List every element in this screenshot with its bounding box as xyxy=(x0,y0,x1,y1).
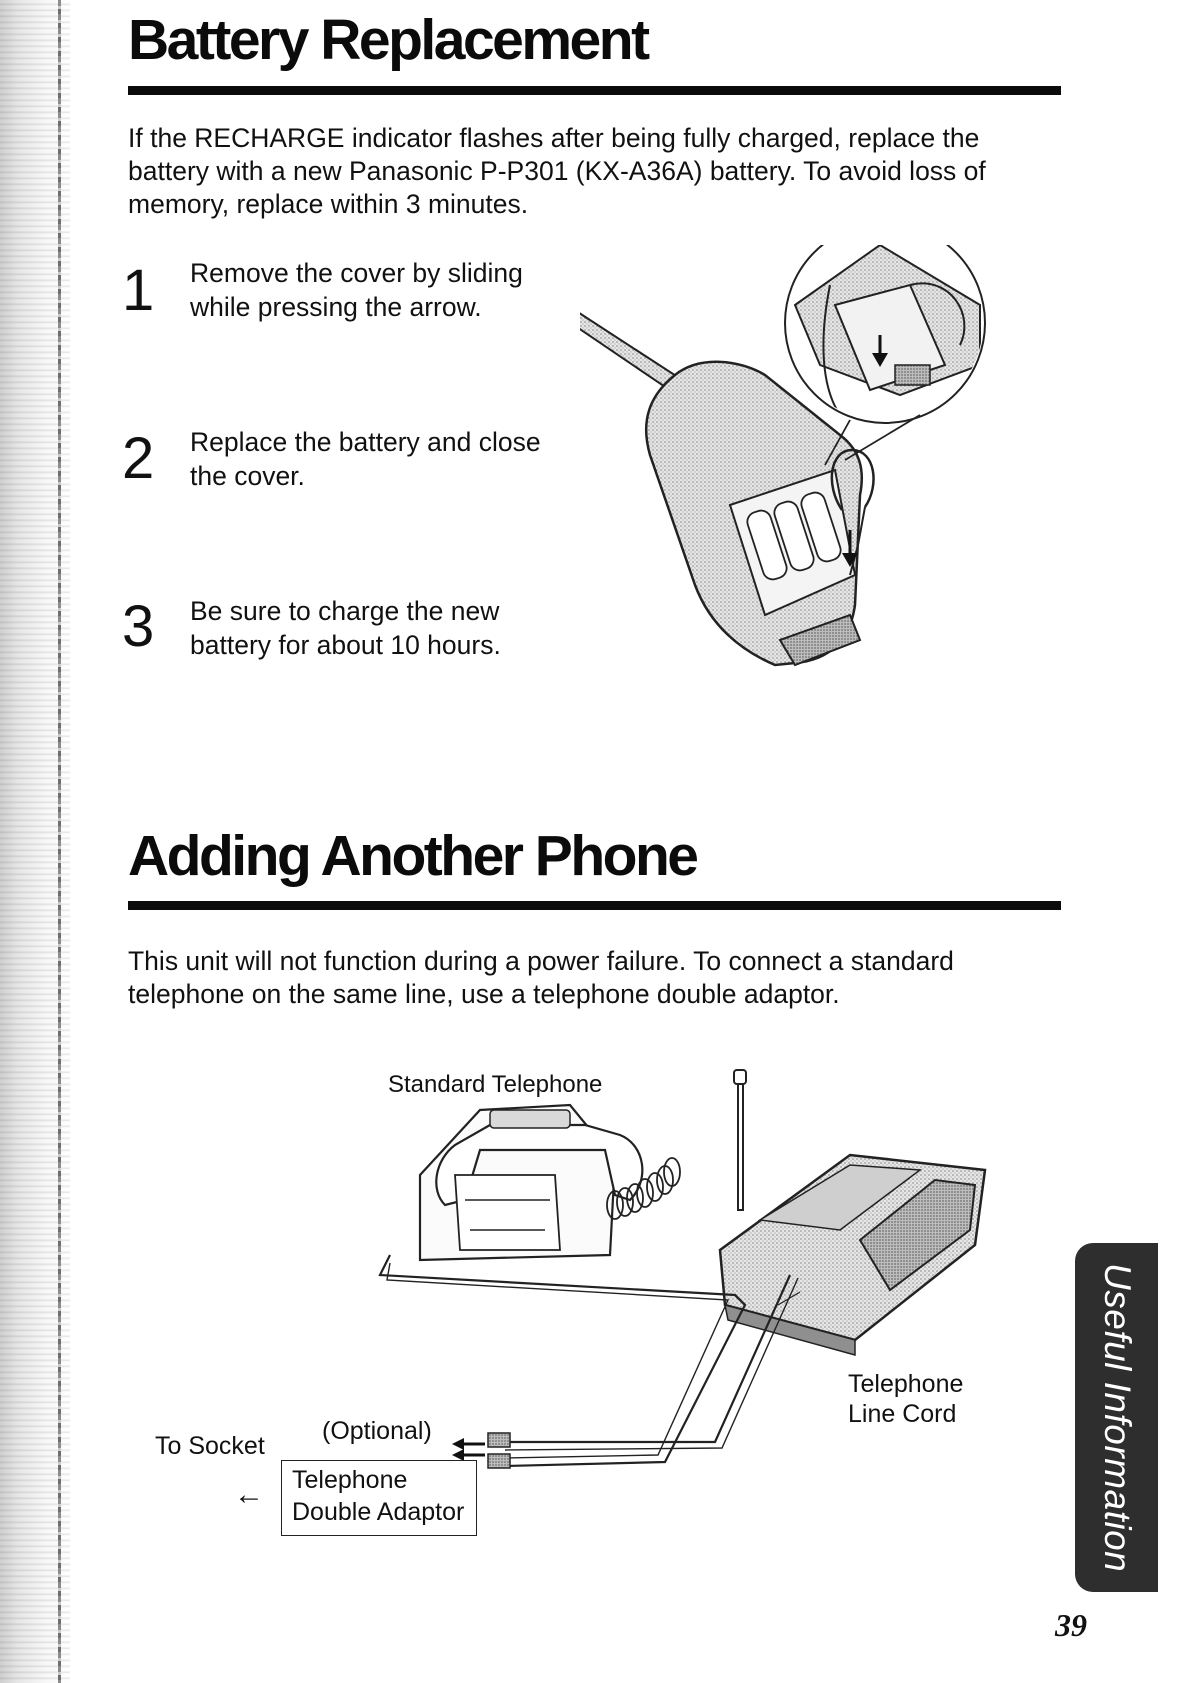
arrow-left-icon: ← xyxy=(234,1478,264,1511)
step-text-1 xyxy=(190,256,523,324)
step-text-2 xyxy=(190,425,541,493)
battery-intro-line: memory, replace within 3 minutes. xyxy=(128,189,529,219)
battery-intro xyxy=(128,122,986,221)
step-number-3: 3 xyxy=(122,594,155,659)
step-text-3 xyxy=(190,594,501,662)
battery-replacement-heading: Battery Replacement xyxy=(128,8,648,72)
page-number: 39 xyxy=(1055,1607,1087,1643)
optional-label: (Optional) xyxy=(322,1417,432,1445)
handset-battery-illustration xyxy=(580,245,1050,705)
step-number-2: 2 xyxy=(122,426,155,491)
step-number-1: 1 xyxy=(122,258,155,323)
adding-heading-rule xyxy=(128,901,1061,910)
adaptor-line: Telephone xyxy=(292,1466,408,1494)
step-3-line: battery for about 10 hours. xyxy=(190,630,501,660)
adding-intro-line: This unit will not function during a power failure. To connect a standard xyxy=(128,946,954,976)
side-tab-label: Useful Information xyxy=(1097,1263,1138,1573)
line-cord-line: Telephone xyxy=(848,1370,964,1398)
binding-stitch-line xyxy=(58,0,61,1683)
step-2-line: the cover. xyxy=(190,461,305,491)
adding-phone-heading: Adding Another Phone xyxy=(128,824,697,888)
battery-intro-line: If the RECHARGE indicator flashes after being fully charged, replace the xyxy=(128,123,980,153)
to-socket-label: To Socket xyxy=(155,1432,265,1460)
adaptor-line: Double Adaptor xyxy=(292,1498,465,1526)
step-2-line: Replace the battery and close xyxy=(190,427,541,457)
adding-intro-line: telephone on the same line, use a telephone double adaptor. xyxy=(128,979,840,1009)
adding-intro xyxy=(128,945,954,1011)
telephone-double-adaptor-box xyxy=(281,1460,477,1536)
standard-telephone-illustration xyxy=(420,1105,680,1260)
step-3-line: Be sure to charge the new xyxy=(190,596,500,626)
line-cord-line: Line Cord xyxy=(848,1400,957,1428)
step-1-line: while pressing the arrow. xyxy=(190,292,482,322)
cordless-base-illustration xyxy=(720,1070,985,1355)
standard-telephone-label: Standard Telephone xyxy=(388,1071,603,1098)
telephone-line-cord-label xyxy=(848,1369,963,1429)
battery-intro-line: battery with a new Panasonic P-P301 (KX-A36A) battery. To avoid loss of xyxy=(128,156,986,186)
battery-heading-rule xyxy=(128,86,1061,95)
step-1-line: Remove the cover by sliding xyxy=(190,258,523,288)
